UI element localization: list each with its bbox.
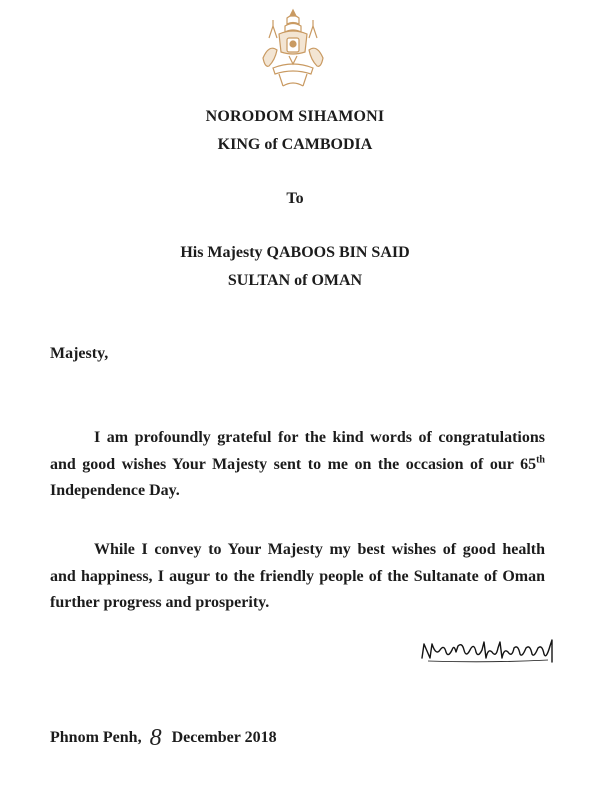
place: Phnom Penh, [50,729,142,746]
place-and-date [50,722,277,749]
handwritten-day: 8 [149,725,162,751]
recipient-title: SULTAN of OMAN [227,272,363,289]
ordinal-superscript: th [536,454,545,466]
paragraph-text-continued: Independence Day. [50,482,180,499]
sender-name: NORODOM SIHAMONI [205,108,385,125]
month-year: December 2018 [171,729,277,746]
body-paragraph-2 [50,537,545,617]
signature-image [418,636,560,666]
recipient-name: His Majesty QABOOS BIN SAID [180,244,410,261]
body-paragraph-1 [50,425,545,505]
royal-crest-icon [255,8,331,90]
to-label: To [286,190,304,207]
paragraph-text: I am profoundly grateful for the kind words of congratulations and good wishes Your Majesty sent to me on the occasion of our 65 [50,429,545,473]
sender-title: KING of CAMBODIA [217,136,373,153]
salutation: Majesty, [50,345,109,362]
paragraph-text: While I convey to Your Majesty my best wishes of good health and happiness, I augur to the friendly people of the Sultanate of Oman further progress and prosperity. [50,541,545,611]
